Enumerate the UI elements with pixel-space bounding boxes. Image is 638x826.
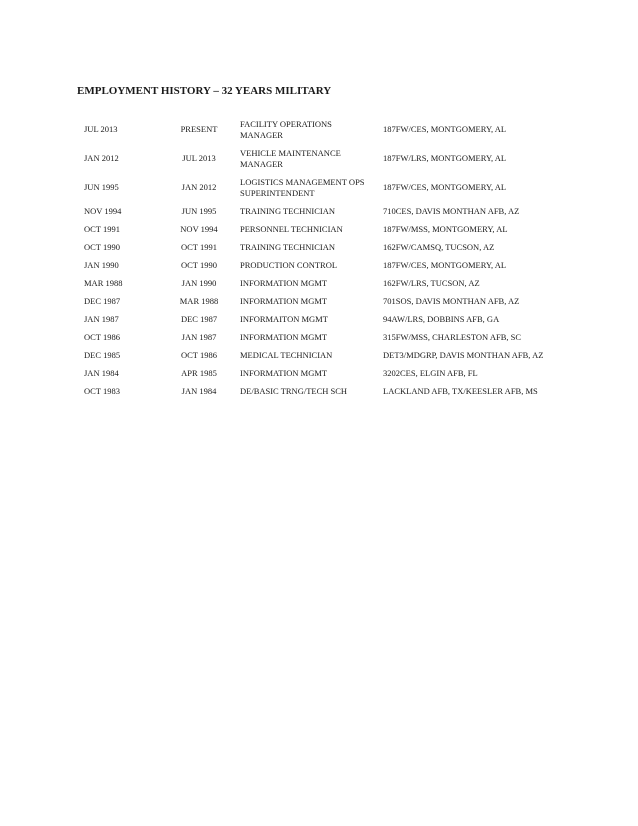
table-row	[78, 238, 583, 256]
location-cell: 187FW/MSS, MONTGOMERY, AL	[383, 223, 508, 234]
table-row	[78, 310, 583, 328]
location-cell: 187FW/CES, MONTGOMERY, AL	[383, 124, 507, 134]
end-date-cell: MAR 1988	[179, 295, 219, 306]
end-date-cell: JAN 2012	[181, 182, 217, 192]
position-cell: MEDICAL TECHNICIAN	[240, 349, 333, 360]
position-text: LOGISTICS MANAGEMENT OPS SUPERINTENDENT	[240, 176, 365, 198]
position-cell: TRAINING TECHNICIAN	[240, 205, 335, 216]
table-row	[78, 256, 583, 274]
start-date-cell: DEC 1985	[84, 349, 121, 360]
end-date-cell: JUL 2013	[182, 153, 216, 163]
end-date-cell: JAN 1990	[181, 277, 217, 288]
table-row	[78, 115, 583, 144]
location-cell: 162FW/LRS, TUCSON, AZ	[383, 277, 480, 288]
location-cell: 162FW/CAMSQ, TUCSON, AZ	[383, 241, 495, 252]
position-cell: PERSONNEL TECHNICIAN	[240, 223, 343, 234]
start-date-cell: JAN 1984	[84, 367, 119, 378]
position-text: FACILITY OPERATIONS MANAGER	[240, 118, 332, 140]
table-row	[78, 144, 583, 173]
position-cell	[234, 173, 377, 202]
position-cell: DE/BASIC TRNG/TECH SCH	[240, 385, 348, 396]
end-date-cell: NOV 1994	[180, 223, 218, 234]
start-date-cell: DEC 1987	[84, 295, 121, 306]
location-cell: 315FW/MSS, CHARLESTON AFB, SC	[383, 331, 522, 342]
location-cell: LACKLAND AFB, TX/KEESLER AFB, MS	[383, 385, 538, 396]
location-cell: 187FW/LRS, MONTGOMERY, AL	[383, 153, 507, 163]
start-date-cell: OCT 1983	[84, 385, 120, 396]
start-date-cell: MAR 1988	[84, 277, 123, 288]
table-row	[78, 274, 583, 292]
start-date-cell: OCT 1990	[84, 241, 120, 252]
start-date-cell: JAN 1987	[84, 313, 119, 324]
position-cell: INFORMATION MGMT	[240, 295, 328, 306]
table-row	[78, 328, 583, 346]
start-date-cell: OCT 1991	[84, 223, 120, 234]
position-text: VEHICLE MAINTENANCE MANAGER	[240, 147, 341, 169]
location-cell: 701SOS, DAVIS MONTHAN AFB, AZ	[383, 295, 520, 306]
table-row	[78, 364, 583, 382]
location-cell: 710CES, DAVIS MONTHAN AFB, AZ	[383, 205, 520, 216]
end-date-cell: OCT 1986	[181, 349, 217, 360]
end-date-cell: OCT 1990	[181, 259, 217, 270]
start-date-cell: OCT 1986	[84, 331, 120, 342]
location-cell: DET3/MDGRP, DAVIS MONTHAN AFB, AZ	[383, 349, 544, 360]
end-date-cell: JAN 1984	[181, 385, 217, 396]
table-row	[78, 292, 583, 310]
table-row	[78, 220, 583, 238]
end-date-cell: PRESENT	[180, 124, 218, 134]
employment-history-table	[78, 115, 583, 400]
position-cell: TRAINING TECHNICIAN	[240, 241, 335, 252]
start-date-cell: JUN 1995	[84, 182, 119, 192]
location-cell: 94AW/LRS, DOBBINS AFB, GA	[383, 313, 500, 324]
start-date-cell: JUL 2013	[84, 124, 118, 134]
position-cell: INFORMATION MGMT	[240, 277, 328, 288]
page-title: EMPLOYMENT HISTORY – 32 YEARS MILITARY	[77, 85, 332, 97]
start-date-cell: JAN 2012	[84, 153, 119, 163]
table-row	[78, 173, 583, 202]
location-cell: 187FW/CES, MONTGOMERY, AL	[383, 259, 507, 270]
end-date-cell: DEC 1987	[180, 313, 218, 324]
position-cell: INFORMAITON MGMT	[240, 313, 328, 324]
end-date-cell: APR 1985	[181, 367, 217, 378]
position-cell	[234, 115, 377, 144]
end-date-cell: OCT 1991	[181, 241, 217, 252]
position-cell: INFORMATION MGMT	[240, 367, 328, 378]
location-cell: 3202CES, ELGIN AFB, FL	[383, 367, 478, 378]
start-date-cell: NOV 1994	[84, 205, 122, 216]
position-cell: INFORMATION MGMT	[240, 331, 328, 342]
table-row	[78, 346, 583, 364]
start-date-cell: JAN 1990	[84, 259, 119, 270]
end-date-cell: JUN 1995	[181, 205, 217, 216]
table-row	[78, 202, 583, 220]
position-cell: PRODUCTION CONTROL	[240, 259, 338, 270]
location-cell: 187FW/CES, MONTGOMERY, AL	[383, 182, 507, 192]
table-row	[78, 382, 583, 400]
end-date-cell: JAN 1987	[181, 331, 217, 342]
position-cell	[234, 144, 377, 173]
